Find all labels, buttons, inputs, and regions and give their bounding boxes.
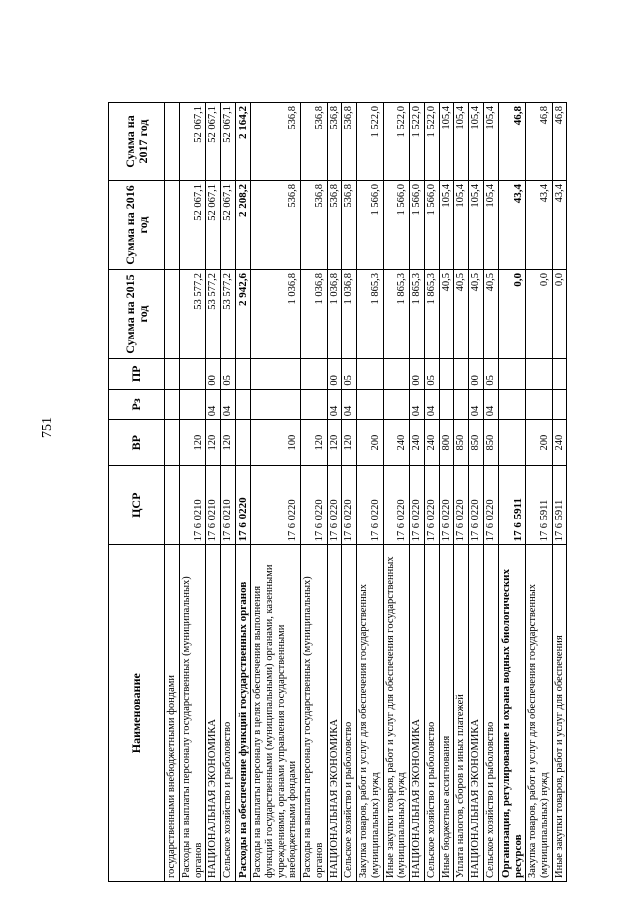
cell-rz: 04: [424, 389, 439, 420]
cell-rz: [439, 389, 454, 420]
cell-sum-2017: 105,4: [454, 103, 469, 181]
cell-sum-2017: 1 522,0: [410, 103, 425, 181]
cell-pr: [439, 359, 454, 390]
cell-pr: 00: [327, 359, 342, 390]
rotated-page-content: [108, 102, 565, 882]
cell-pr: 05: [424, 359, 439, 390]
table-body: [165, 103, 567, 882]
cell-csr: 17 6 0220: [424, 466, 439, 545]
table-row: [357, 103, 384, 882]
cell-sum-2017: 1 522,0: [424, 103, 439, 181]
table-row: [342, 103, 357, 882]
cell-rz: 04: [483, 389, 498, 420]
cell-sum-2015: 1 036,8: [342, 270, 357, 359]
cell-rz: [179, 389, 206, 420]
cell-rz: [498, 389, 526, 420]
cell-name: Сельское хозяйство и рыболовство: [342, 545, 357, 882]
cell-vr: [235, 420, 250, 466]
cell-pr: [498, 359, 526, 390]
table-row: [526, 103, 553, 882]
cell-sum-2017: 2 164,2: [235, 103, 250, 181]
cell-csr: 17 6 5911: [498, 466, 526, 545]
cell-sum-2016: 2 208,2: [235, 180, 250, 269]
cell-vr: 240: [383, 420, 410, 466]
header-rz: Рз: [109, 389, 165, 420]
cell-sum-2016: 105,4: [469, 180, 484, 269]
cell-csr: 17 6 0220: [469, 466, 484, 545]
cell-pr: [235, 359, 250, 390]
cell-vr: 200: [526, 420, 553, 466]
cell-sum-2015: 1 036,8: [251, 270, 301, 359]
cell-csr: 17 6 0220: [357, 466, 384, 545]
cell-csr: 17 6 0220: [410, 466, 425, 545]
cell-csr: 17 6 0210: [179, 466, 206, 545]
cell-csr: 17 6 0220: [342, 466, 357, 545]
cell-vr: 200: [357, 420, 384, 466]
cell-rz: [301, 389, 328, 420]
cell-vr: 240: [424, 420, 439, 466]
header-vr: ВР: [109, 420, 165, 466]
cell-pr: 00: [469, 359, 484, 390]
cell-csr: 17 6 0210: [221, 466, 236, 545]
table-row: [165, 103, 180, 882]
header-sum-2016: Сумма на 2016 год: [109, 180, 165, 269]
cell-pr: 00: [410, 359, 425, 390]
cell-name: Иные закупки товаров, работ и услуг для обеспечения: [552, 545, 567, 882]
cell-sum-2016: 52 067,1: [179, 180, 206, 269]
cell-vr: 120: [327, 420, 342, 466]
cell-sum-2015: 40,5: [469, 270, 484, 359]
cell-sum-2015: 1 865,3: [357, 270, 384, 359]
cell-rz: [357, 389, 384, 420]
cell-csr: 17 6 5911: [552, 466, 567, 545]
cell-vr: 120: [179, 420, 206, 466]
cell-sum-2016: 1 566,0: [383, 180, 410, 269]
header-sum-2017: Сумма на 2017 год: [109, 103, 165, 181]
cell-sum-2017: 52 067,1: [221, 103, 236, 181]
cell-sum-2015: 40,5: [454, 270, 469, 359]
cell-sum-2015: 40,5: [483, 270, 498, 359]
table-row: [424, 103, 439, 882]
table-row: [439, 103, 454, 882]
cell-name: НАЦИОНАЛЬНАЯ ЭКОНОМИКА: [327, 545, 342, 882]
cell-sum-2017: [165, 103, 180, 181]
table-row: [221, 103, 236, 882]
cell-sum-2015: 2 942,6: [235, 270, 250, 359]
cell-vr: 800: [439, 420, 454, 466]
cell-sum-2016: 105,4: [439, 180, 454, 269]
cell-name: НАЦИОНАЛЬНАЯ ЭКОНОМИКА: [206, 545, 221, 882]
cell-vr: 120: [206, 420, 221, 466]
cell-sum-2015: 1 036,8: [301, 270, 328, 359]
cell-sum-2016: 536,8: [251, 180, 301, 269]
cell-sum-2017: 105,4: [469, 103, 484, 181]
cell-rz: 04: [221, 389, 236, 420]
cell-sum-2017: 536,8: [301, 103, 328, 181]
cell-name: Расходы на выплаты персоналу в целях обеспечения выполнения функций государственными (муниципальными) органами, казенными учреждениями, органами управления государственными внебюджетными фондами: [251, 545, 301, 882]
table-row: [454, 103, 469, 882]
cell-pr: [357, 359, 384, 390]
cell-name: Иные бюджетные ассигнования: [439, 545, 454, 882]
cell-sum-2016: 105,4: [483, 180, 498, 269]
cell-sum-2015: [165, 270, 180, 359]
cell-sum-2016: 43,4: [498, 180, 526, 269]
cell-name: Расходы на выплаты персоналу государственных (муниципальных) органов: [301, 545, 328, 882]
header-row: [109, 103, 165, 882]
cell-name: Сельское хозяйство и рыболовство: [483, 545, 498, 882]
cell-vr: 850: [469, 420, 484, 466]
cell-pr: 05: [342, 359, 357, 390]
cell-pr: 05: [483, 359, 498, 390]
table-row: [383, 103, 410, 882]
cell-csr: 17 6 0220: [301, 466, 328, 545]
table-row: [327, 103, 342, 882]
table-row: [206, 103, 221, 882]
cell-pr: [301, 359, 328, 390]
cell-name: Закупка товаров, работ и услуг для обеспечения государственных (муниципальных) нужд: [357, 545, 384, 882]
cell-sum-2017: 52 067,1: [206, 103, 221, 181]
cell-sum-2015: 53 577,2: [206, 270, 221, 359]
cell-sum-2017: 105,4: [483, 103, 498, 181]
table-row: [498, 103, 526, 882]
cell-name: Иные закупки товаров, работ и услуг для обеспечения государственных (муниципальных) нужд: [383, 545, 410, 882]
cell-pr: [526, 359, 553, 390]
cell-sum-2017: 105,4: [439, 103, 454, 181]
cell-pr: [251, 359, 301, 390]
cell-vr: [165, 420, 180, 466]
cell-sum-2016: 52 067,1: [221, 180, 236, 269]
table-row: [301, 103, 328, 882]
header-pr: ПР: [109, 359, 165, 390]
cell-sum-2015: 1 865,3: [383, 270, 410, 359]
cell-sum-2016: 105,4: [454, 180, 469, 269]
cell-vr: 120: [342, 420, 357, 466]
cell-vr: 240: [552, 420, 567, 466]
table-row: [179, 103, 206, 882]
cell-csr: 17 6 5911: [526, 466, 553, 545]
cell-sum-2015: 0,0: [526, 270, 553, 359]
table-row: [251, 103, 301, 882]
cell-rz: [235, 389, 250, 420]
header-name: Наименование: [109, 545, 165, 882]
cell-pr: [165, 359, 180, 390]
cell-vr: [498, 420, 526, 466]
cell-name: НАЦИОНАЛЬНАЯ ЭКОНОМИКА: [469, 545, 484, 882]
cell-vr: 240: [410, 420, 425, 466]
cell-pr: 05: [221, 359, 236, 390]
cell-sum-2017: 536,8: [251, 103, 301, 181]
cell-name: Закупка товаров, работ и услуг для обеспечения государственных (муниципальных) нужд: [526, 545, 553, 882]
table-row: [410, 103, 425, 882]
cell-name: НАЦИОНАЛЬНАЯ ЭКОНОМИКА: [410, 545, 425, 882]
table-row: [235, 103, 250, 882]
cell-sum-2016: [165, 180, 180, 269]
cell-csr: 17 6 0210: [206, 466, 221, 545]
cell-csr: 17 6 0220: [439, 466, 454, 545]
cell-sum-2015: 0,0: [552, 270, 567, 359]
cell-sum-2017: 536,8: [327, 103, 342, 181]
cell-sum-2015: 0,0: [498, 270, 526, 359]
cell-name: Расходы на выплаты персоналу государственных (муниципальных) органов: [179, 545, 206, 882]
cell-vr: 850: [454, 420, 469, 466]
cell-rz: 04: [410, 389, 425, 420]
cell-sum-2017: 1 522,0: [383, 103, 410, 181]
cell-vr: 120: [221, 420, 236, 466]
cell-sum-2015: 1 865,3: [410, 270, 425, 359]
cell-csr: 17 6 0220: [454, 466, 469, 545]
cell-rz: 04: [206, 389, 221, 420]
cell-name: государственными внебюджетными фондами: [165, 545, 180, 882]
page-number: 751: [40, 417, 55, 438]
header-csr: ЦСР: [109, 466, 165, 545]
cell-rz: [165, 389, 180, 420]
cell-sum-2016: 536,8: [327, 180, 342, 269]
cell-pr: [552, 359, 567, 390]
cell-rz: [383, 389, 410, 420]
cell-sum-2017: 46,8: [526, 103, 553, 181]
cell-sum-2017: 46,8: [552, 103, 567, 181]
header-sum-2015: Сумма на 2015 год: [109, 270, 165, 359]
cell-sum-2016: 52 067,1: [206, 180, 221, 269]
table-row: [469, 103, 484, 882]
cell-csr: [165, 466, 180, 545]
cell-pr: [383, 359, 410, 390]
cell-sum-2015: 1 036,8: [327, 270, 342, 359]
cell-sum-2015: 53 577,2: [221, 270, 236, 359]
cell-vr: 100: [251, 420, 301, 466]
cell-sum-2015: 40,5: [439, 270, 454, 359]
cell-rz: [552, 389, 567, 420]
cell-sum-2017: 1 522,0: [357, 103, 384, 181]
cell-sum-2016: 536,8: [301, 180, 328, 269]
cell-csr: 17 6 0220: [251, 466, 301, 545]
cell-rz: [454, 389, 469, 420]
cell-sum-2017: 536,8: [342, 103, 357, 181]
cell-name: Организация, регулирование и охрана водных биологических ресурсов: [498, 545, 526, 882]
cell-rz: 04: [327, 389, 342, 420]
table-row: [552, 103, 567, 882]
cell-csr: 17 6 0220: [383, 466, 410, 545]
cell-sum-2016: 43,4: [552, 180, 567, 269]
cell-pr: 00: [206, 359, 221, 390]
table-row: [483, 103, 498, 882]
cell-csr: 17 6 0220: [327, 466, 342, 545]
cell-sum-2015: 1 865,3: [424, 270, 439, 359]
cell-vr: 850: [483, 420, 498, 466]
cell-rz: [251, 389, 301, 420]
budget-table: [108, 102, 567, 882]
cell-sum-2016: 1 566,0: [424, 180, 439, 269]
cell-rz: [526, 389, 553, 420]
cell-sum-2015: 53 577,2: [179, 270, 206, 359]
cell-rz: 04: [342, 389, 357, 420]
cell-name: Расходы на обеспечение функций государственных органов: [235, 545, 250, 882]
cell-name: Сельское хозяйство и рыболовство: [221, 545, 236, 882]
cell-pr: [454, 359, 469, 390]
cell-sum-2016: 1 566,0: [357, 180, 384, 269]
cell-pr: [179, 359, 206, 390]
cell-sum-2016: 43,4: [526, 180, 553, 269]
cell-name: Сельское хозяйство и рыболовство: [424, 545, 439, 882]
cell-csr: 17 6 0220: [483, 466, 498, 545]
cell-sum-2016: 536,8: [342, 180, 357, 269]
cell-vr: 120: [301, 420, 328, 466]
cell-rz: 04: [469, 389, 484, 420]
cell-sum-2017: 46,8: [498, 103, 526, 181]
cell-name: Уплата налогов, сборов и иных платежей: [454, 545, 469, 882]
cell-sum-2017: 52 067,1: [179, 103, 206, 181]
cell-sum-2016: 1 566,0: [410, 180, 425, 269]
cell-csr: 17 6 0220: [235, 466, 250, 545]
